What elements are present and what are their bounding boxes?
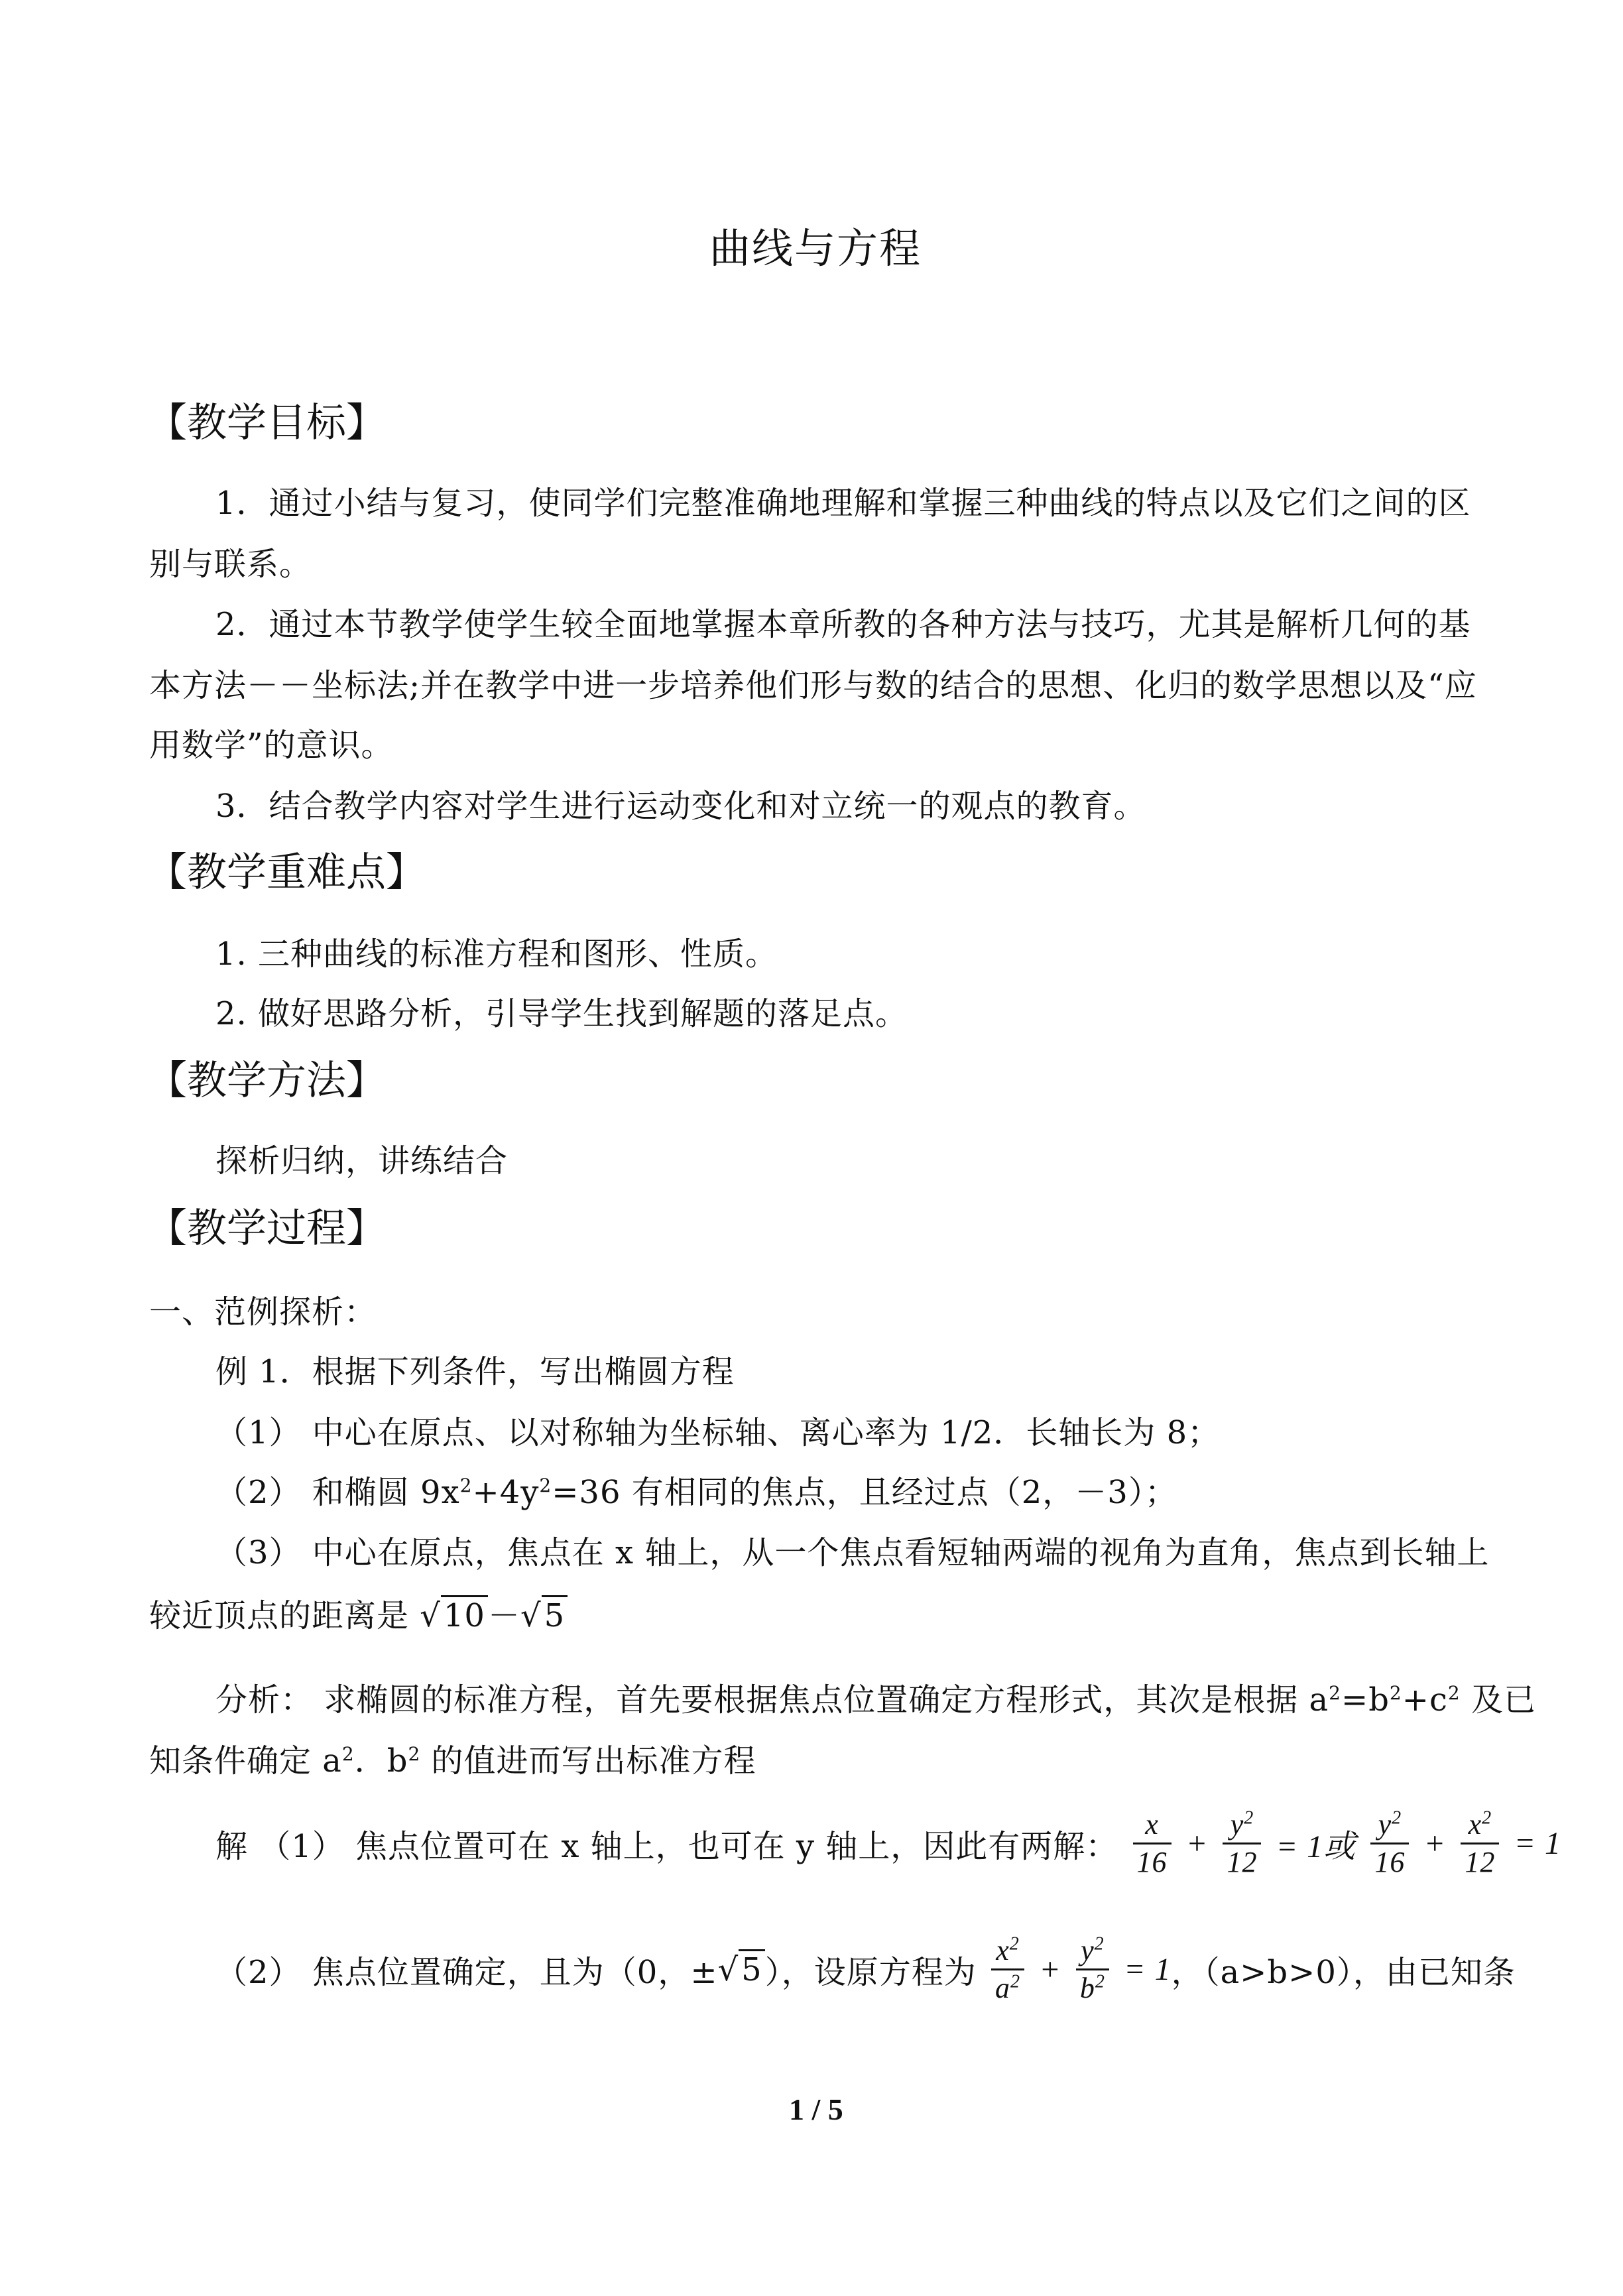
- analysis-line-1: 分析： 求椭圆的标准方程，首先要根据焦点位置确定方程形式，其次是根据 $a^2=b^2+c^2$ 及已: [215, 1681, 1536, 1719]
- section-heading-key-points: 【教学重难点】: [147, 849, 426, 896]
- section-heading-objectives: 【教学目标】: [147, 400, 386, 446]
- condition-3-line-2: 较近顶点的距离是 √10－√5: [149, 1590, 568, 1636]
- superscript: 2: [1389, 1682, 1402, 1704]
- objective-2-line-2: 本方法－－坐标法;并在教学中进一步培养他们形与数的结合的思想、化归的数学思想以及“应: [149, 667, 1477, 704]
- example-1: 例 1．根据下列条件，写出椭圆方程: [215, 1353, 735, 1390]
- superscript: 2: [408, 1743, 421, 1765]
- condition-2-text-a: （2） 和椭圆 9x: [215, 1474, 460, 1511]
- fraction: $\frac{y^2}{12}$: [1223, 1807, 1261, 1880]
- page-title: 曲线与方程: [709, 224, 922, 272]
- solution-1: 解 （1） 焦点位置可在 x 轴上，也可在 y 轴上，因此有两解： $\frac{x}{16}$ + $\frac{y^2}{12}$ = 1或 $\frac{y^2}{16}$ + $\frac{x^2}{12}$ = 1: [215, 1807, 1561, 1880]
- sqrt-expression: √10: [420, 1597, 488, 1634]
- superscript: 2: [459, 1475, 473, 1496]
- page-number: 1 / 5: [789, 2092, 843, 2126]
- fraction: $\frac{x^2}{12}$: [1461, 1807, 1499, 1880]
- section-heading-process: 【教学过程】: [147, 1205, 386, 1252]
- superscript: 2: [1447, 1682, 1461, 1704]
- key-point-1: 1. 三种曲线的标准方程和图形、性质。: [215, 936, 778, 973]
- objective-1-line-1: 1．通过小结与复习，使同学们完整准确地理解和掌握三种曲线的特点以及它们之间的区: [215, 485, 1471, 522]
- condition-2: [215, 1467, 1177, 1512]
- sqrt-expression: √5: [718, 1951, 765, 1988]
- sqrt-expression: √5: [520, 1597, 568, 1634]
- fraction: $\frac{x}{16}$: [1133, 1807, 1172, 1880]
- condition-2-text-c: =36 有相同的焦点，且经过点（2，－3）；: [552, 1474, 1177, 1511]
- objective-2-line-3: 用数学”的意识。: [149, 727, 394, 764]
- fraction: $\frac{y^2}{16}$: [1370, 1807, 1409, 1880]
- condition-2-text-b: +4y: [472, 1474, 540, 1511]
- condition-1: （1） 中心在原点、以对称轴为坐标轴、离心率为 1/2．长轴长为 8；: [215, 1414, 1221, 1451]
- part-1-heading: 一、范例探析：: [149, 1294, 377, 1331]
- analysis-line-2: 知条件确定 $a^2$．$b^2$ 的值进而写出标准方程: [149, 1742, 756, 1780]
- fraction: $\frac{y^2}{b^2}$: [1076, 1933, 1109, 2006]
- superscript: 2: [341, 1743, 355, 1765]
- objective-1-line-2: 别与联系。: [149, 546, 312, 583]
- section-heading-methods: 【教学方法】: [147, 1057, 386, 1104]
- solution-2: （2） 焦点位置确定，且为（0，±√5），设原方程为 $\frac{x^2}{a^2}$ + $\frac{y^2}{b^2}$ = 1，（a>b>0），由已知条: [215, 1933, 1516, 2006]
- key-point-2: 2. 做好思路分析，引导学生找到解题的落足点。: [215, 995, 908, 1032]
- condition-3-line-1: （3） 中心在原点，焦点在 x 轴上，从一个焦点看短轴两端的视角为直角，焦点到长轴上: [215, 1534, 1490, 1571]
- objective-2-line-1: 2．通过本节教学使学生较全面地掌握本章所教的各种方法与技巧，尤其是解析几何的基: [215, 606, 1471, 643]
- methods-text: 探析归纳，讲练结合: [215, 1142, 509, 1179]
- fraction: $\frac{x^2}{a^2}$: [991, 1933, 1024, 2006]
- superscript: 2: [1329, 1682, 1341, 1704]
- objective-3: 3．结合教学内容对学生进行运动变化和对立统一的观点的教育。: [215, 788, 1146, 825]
- condition-3-text: 较近顶点的距离是: [149, 1597, 410, 1634]
- superscript: 2: [539, 1475, 552, 1496]
